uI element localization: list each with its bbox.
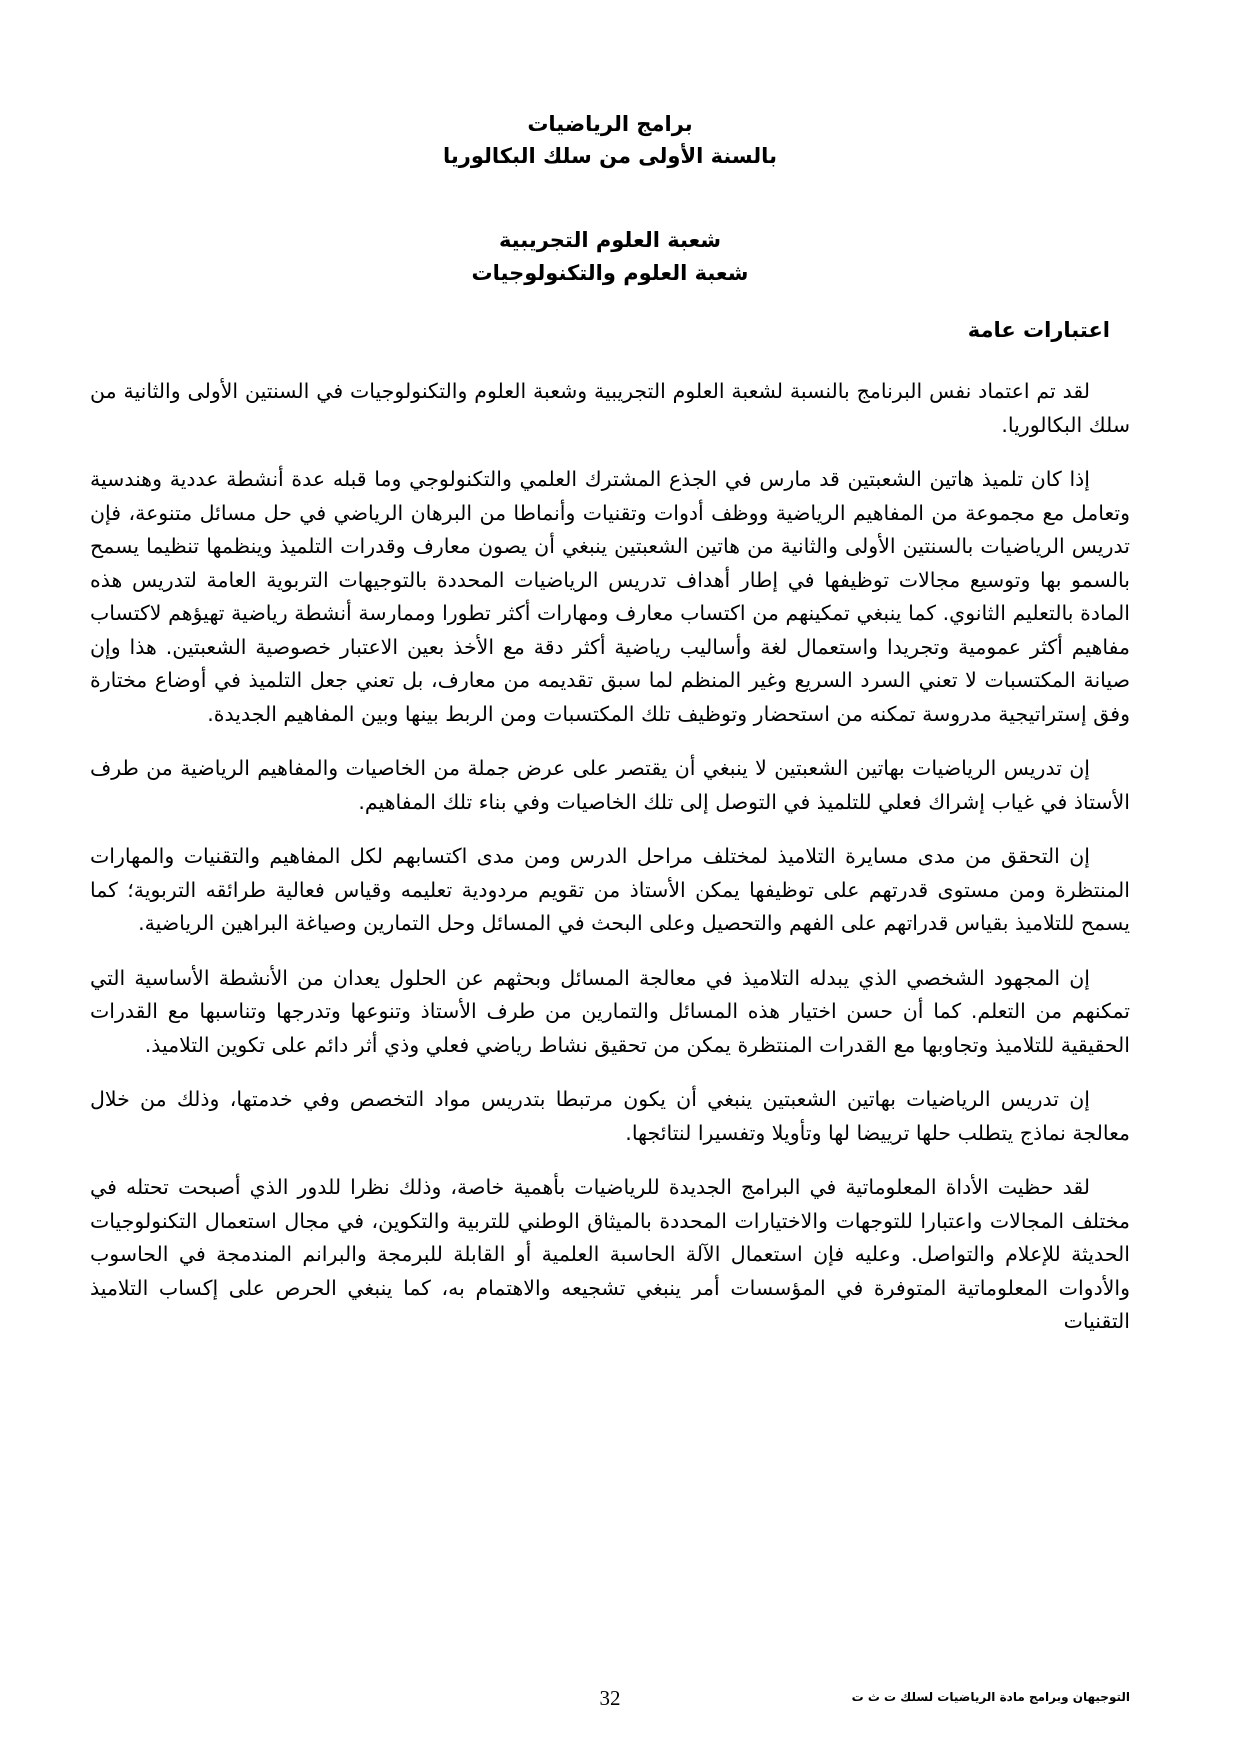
body-text <box>90 375 1130 1360</box>
paragraph: إن المجهود الشخصي الذي يبدله التلاميذ في معالجة المسائل وبحثهم عن الحلول يعدان من الأنشطة الأساسية التي تمكنهم من التعلم. كما أن حسن اختيار هذه المسائل والتمارين من طرف الأستاذ وتنوعها وتدرجها وتناسبها مع القدرات الحقيقية للتلاميذ وتجاوبها مع القدرات المنتظرة يمكن من تحقيق نشاط رياضي فعلي وذي أثر دائم على تكوين التلاميذ. <box>90 965 1130 1057</box>
branch-line-2: شعبة العلوم والتكنولوجيات <box>471 261 749 285</box>
branch-line-1: شعبة العلوم التجريبية <box>498 228 722 252</box>
title-line-2: بالسنة الأولى من سلك البكالوريا <box>443 144 777 168</box>
paragraph: لقد حظيت الأداة المعلوماتية في البرامج الجديدة للرياضيات بأهمية خاصة، وذلك نظرا للدور الذي أصبحت تحتله في مختلف المجالات واعتبارا للتوجهات والاختيارات المحددة بالميثاق الوطني للتربية والتكوين، في مجال استعمال التكنولوجيات الحديثة للإعلام والتواصل. وعليه فإن استعمال الآلة الحاسبة العلمية أو القابلة للبرمجة والبرانم المندمجة في الحاسوب والأدوات المعلوماتية المتوفرة في المؤسسات أمر ينبغي تشجيعه والاهتمام به، كما ينبغي الحرص على إكساب التلاميذ التقنيات <box>90 1175 1130 1333</box>
document-title <box>90 108 1130 172</box>
paragraph: إن تدريس الرياضيات بهاتين الشعبتين ينبغي أن يكون مرتبطا بتدريس مواد التخصص وفي خدمتها، وذلك من خلال معالجة نماذج يتطلب حلها ترييضا لها وتأويلا وتفسيرا لنتائجها. <box>90 1087 1130 1145</box>
section-heading: اعتبارات عامة <box>967 318 1110 342</box>
page-number: 32 <box>599 1686 621 1710</box>
branches-heading <box>90 224 1130 290</box>
paragraph: إن تدريس الرياضيات بهاتين الشعبتين لا ينبغي أن يقتصر على عرض جملة من الخاصيات والمفاهيم الرياضية من طرف الأستاذ في غياب إشراك فعلي للتلميذ في التوصل إلى تلك الخاصيات وفي بناء تلك المفاهيم. <box>90 756 1130 814</box>
title-line-1: برامج الرياضيات <box>527 112 693 136</box>
document-page <box>90 0 1130 1754</box>
paragraph: لقد تم اعتماد نفس البرنامج بالنسبة لشعبة العلوم التجريبية وشعبة العلوم والتكنولوجيات في السنتين الأولى والثانية من سلك البكالوريا. <box>90 379 1130 437</box>
paragraph: إذا كان تلميذ هاتين الشعبتين قد مارس في الجذع المشترك العلمي والتكنولوجي وما قبله عدة أنشطة عددية وهندسية وتعامل مع مجموعة من المفاهيم الرياضية ووظف أدوات وتقنيات وأنماطا من البرهان الرياضي في حل مسائل متنوعة، فإن تدريس الرياضيات بالسنتين الأولى والثانية من هاتين الشعبتين ينبغي أن يصون معارف وقدرات التلميذ وينظمها تنظيما يسمح بالسمو بها وتوسيع مجالات توظيفها في إطار أهداف تدريس الرياضيات المحددة بالتوجيهات التربوية العامة لتدريس هذه المادة بالتعليم الثانوي. كما ينبغي تمكينهم من اكتساب معارف ومهارات أكثر تطورا وممارسة أنشطة رياضية تهيؤهم لاكتساب مفاهيم أكثر عمومية وتجريدا واستعمال لغة وأساليب رياضية أكثر دقة مع الأخذ بعين الاعتبار خصوصية الشعبتين. هذا وإن صيانة المكتسبات لا تعني السرد السريع وغير المنظم لما سبق تقديمه من معارف، بل تعني جعل التلميذ في أوضاع مختارة وفق إستراتيجية مدروسة تمكنه من استحضار وتوظيف تلك المكتسبات ومن الربط بينها وبين المفاهيم الجديدة. <box>90 467 1130 726</box>
footer-note: التوجيهان وبرامج مادة الرياضيات لسلك ت ث ت <box>851 1690 1130 1704</box>
paragraph: إن التحقق من مدى مسايرة التلاميذ لمختلف مراحل الدرس ومن مدى اكتسابهم لكل المفاهيم والتقنيات والمهارات المنتظرة ومن مستوى قدرتهم على توظيفها يمكن الأستاذ من تقويم مردودية تعليمه وقياس فعالية طرائقه التربوية؛ كما يسمح للتلاميذ بقياس قدراتهم على الفهم والتحصيل وعلى البحث في المسائل وحل التمارين وصياغة البراهين الرياضية. <box>90 844 1130 935</box>
